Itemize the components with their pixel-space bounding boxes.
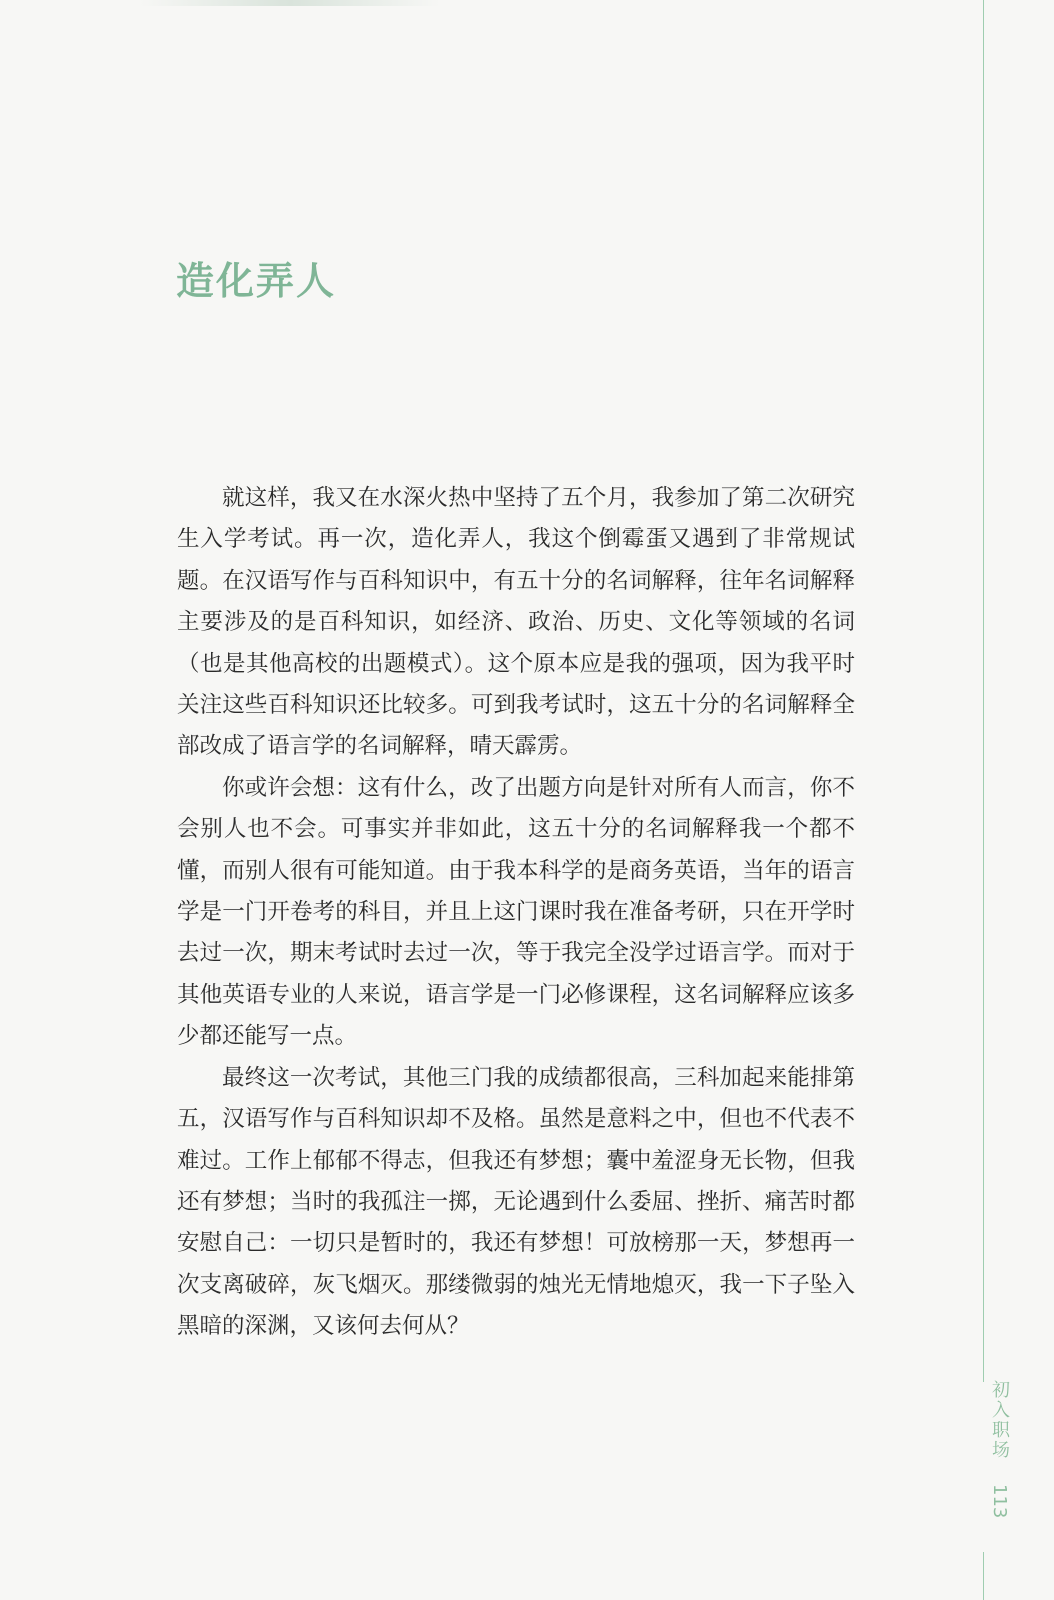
margin-rule xyxy=(983,0,984,1382)
body-text xyxy=(177,478,855,1348)
chapter-title: 造化弄人 xyxy=(176,259,337,303)
scan-smudge xyxy=(140,0,440,6)
section-name: 初入职场 xyxy=(989,1380,1010,1460)
margin-rule-lower xyxy=(983,1552,984,1600)
paragraph: 最终这一次考试，其他三门我的成绩都很高，三科加起来能排第五，汉语写作与百科知识却不及格。虽然是意料之中，但也不代表不难过。工作上郁郁不得志，但我还有梦想；囊中羞涩身无长物，但我还有梦想；当时的我孤注一掷，无论遇到什么委屈、挫折、痛苦时都安慰自己：一切只是暂时的，我还有梦想！可放榜那一天，梦想再一次支离破碎，灰飞烟灭。那缕微弱的烛光无情地熄灭，我一下子坠入黑暗的深渊，又该何去何从？ xyxy=(177,1064,855,1340)
running-head xyxy=(952,1380,1012,1540)
paragraph: 就这样，我又在水深火热中坚持了五个月，我参加了第二次研究生入学考试。再一次，造化弄人，我这个倒霉蛋又遇到了非常规试题。在汉语写作与百科知识中，有五十分的名词解释，往年名词解释主要涉及的是百科知识，如经济、政治、历史、文化等领域的名词（也是其他高校的出题模式）。这个原本应是我的强项，因为我平时关注这些百科知识还比较多。可到我考试时，这五十分的名词解释全部改成了语言学的名词解释，晴天霹雳。 xyxy=(177,485,855,760)
page-number: 113 xyxy=(989,1483,1010,1519)
paragraph: 你或许会想：这有什么，改了出题方向是针对所有人而言，你不会别人也不会。可事实并非如此，这五十分的名词解释我一个都不懂，而别人很有可能知道。由于我本科学的是商务英语，当年的语言学是一门开卷考的科目，并且上这门课时我在准备考研，只在开学时去过一次，期末考试时去过一次，等于我完全没学过语言学。而对于其他英语专业的人来说，语言学是一门必修课程，这名词解释应该多少都还能写一点。 xyxy=(177,774,855,1050)
